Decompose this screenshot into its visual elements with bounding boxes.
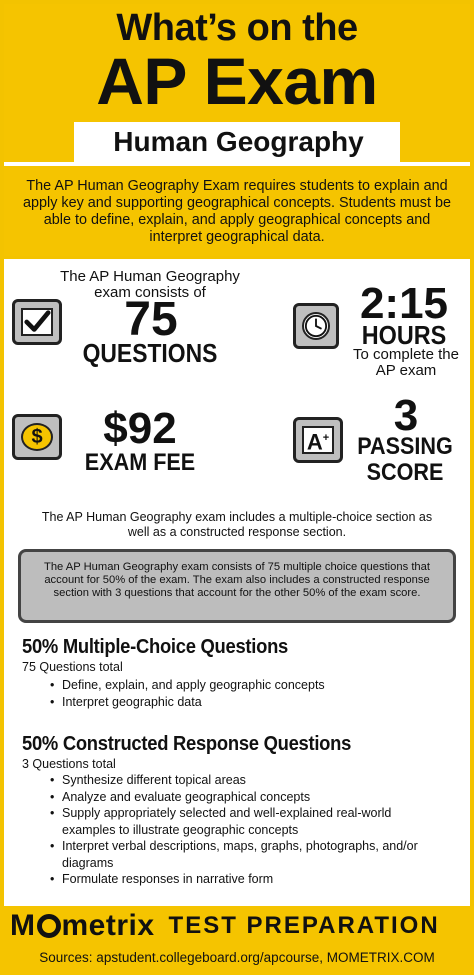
dollar-sign: $: [31, 425, 43, 448]
clock-icon: [293, 303, 339, 349]
cr-title: 50% Constructed Response Questions: [22, 733, 352, 755]
brand-logo-o-icon: [37, 914, 61, 938]
header-title-line2: AP Exam: [96, 44, 378, 118]
fee-label: EXAM FEE: [84, 449, 196, 476]
a-plus-icon: [293, 417, 343, 463]
passing-label-2: SCORE: [366, 459, 444, 486]
checkbox-icon: [12, 299, 62, 345]
mc-list: [50, 677, 430, 710]
mc-title: 50% Multiple-Choice Questions: [22, 636, 288, 658]
time-number: 2:15: [359, 279, 449, 328]
list-item: • Interpret verbal descriptions, maps, graphs, photographs, and/or diagrams: [50, 838, 430, 871]
subject-title: Human Geography: [74, 122, 400, 162]
list-item: • Formulate responses in narrative form: [50, 871, 430, 888]
brand-logo-rest: metrix: [61, 909, 155, 942]
intro-text: The AP Human Geography Exam requires students to explain and apply key and supporting geographical concepts. Students must be able to define, explain, and apply geographical concepts and interpret geographical data.: [4, 166, 470, 256]
clock-hands-icon: [304, 313, 328, 339]
sources-text: Sources: apstudent.collegeboard.org/apcourse, MOMETRIX.COM: [39, 950, 435, 965]
list-item: • Interpret geographic data: [50, 694, 430, 711]
footer: [0, 906, 474, 975]
list-item: • Define, explain, and apply geographic concepts: [50, 677, 430, 694]
sections-caption: The AP Human Geography exam includes a multiple-choice section as well as a constructed response section.: [41, 510, 433, 539]
list-item: • Synthesize different topical areas: [50, 772, 430, 789]
dollar-coin-icon: [12, 414, 62, 460]
questions-label: QUESTIONS: [82, 338, 218, 368]
time-post-text: To complete the AP exam: [353, 346, 459, 379]
questions-pre-text: The AP Human Geography exam consists of: [60, 268, 240, 301]
header-title-line1: What’s on the: [116, 7, 358, 49]
questions-number: 75: [124, 293, 178, 346]
brand-bar: [10, 906, 464, 946]
header-banner: [4, 4, 470, 122]
passing-label-1: PASSING: [357, 433, 453, 460]
passing-number: 3: [393, 391, 419, 440]
brand-logo: [10, 909, 155, 943]
list-item: • Analyze and evaluate geographical concepts: [50, 789, 430, 806]
mc-subtitle: 75 Questions total: [22, 660, 123, 674]
time-label: HOURS: [361, 320, 447, 350]
cr-subtitle: 3 Questions total: [22, 757, 116, 771]
brand-logo-m: M: [10, 909, 36, 942]
cr-list: [50, 772, 430, 888]
checkmark-icon: [23, 309, 51, 335]
list-item: • Supply appropriately selected and well-explained real-world examples to illustrate geographic concepts: [50, 805, 430, 838]
brand-tagline: TEST PREPARATION: [168, 912, 440, 939]
callout-box: The AP Human Geography exam consists of 75 multiple choice questions that account for 50% of the exam. The exam also includes a constructed response section with 3 questions that account for the other 50% of the exam score.: [18, 549, 456, 623]
fee-number: $92: [103, 404, 177, 453]
a-plus-glyph: A+: [306, 429, 330, 455]
divider: [4, 256, 470, 262]
